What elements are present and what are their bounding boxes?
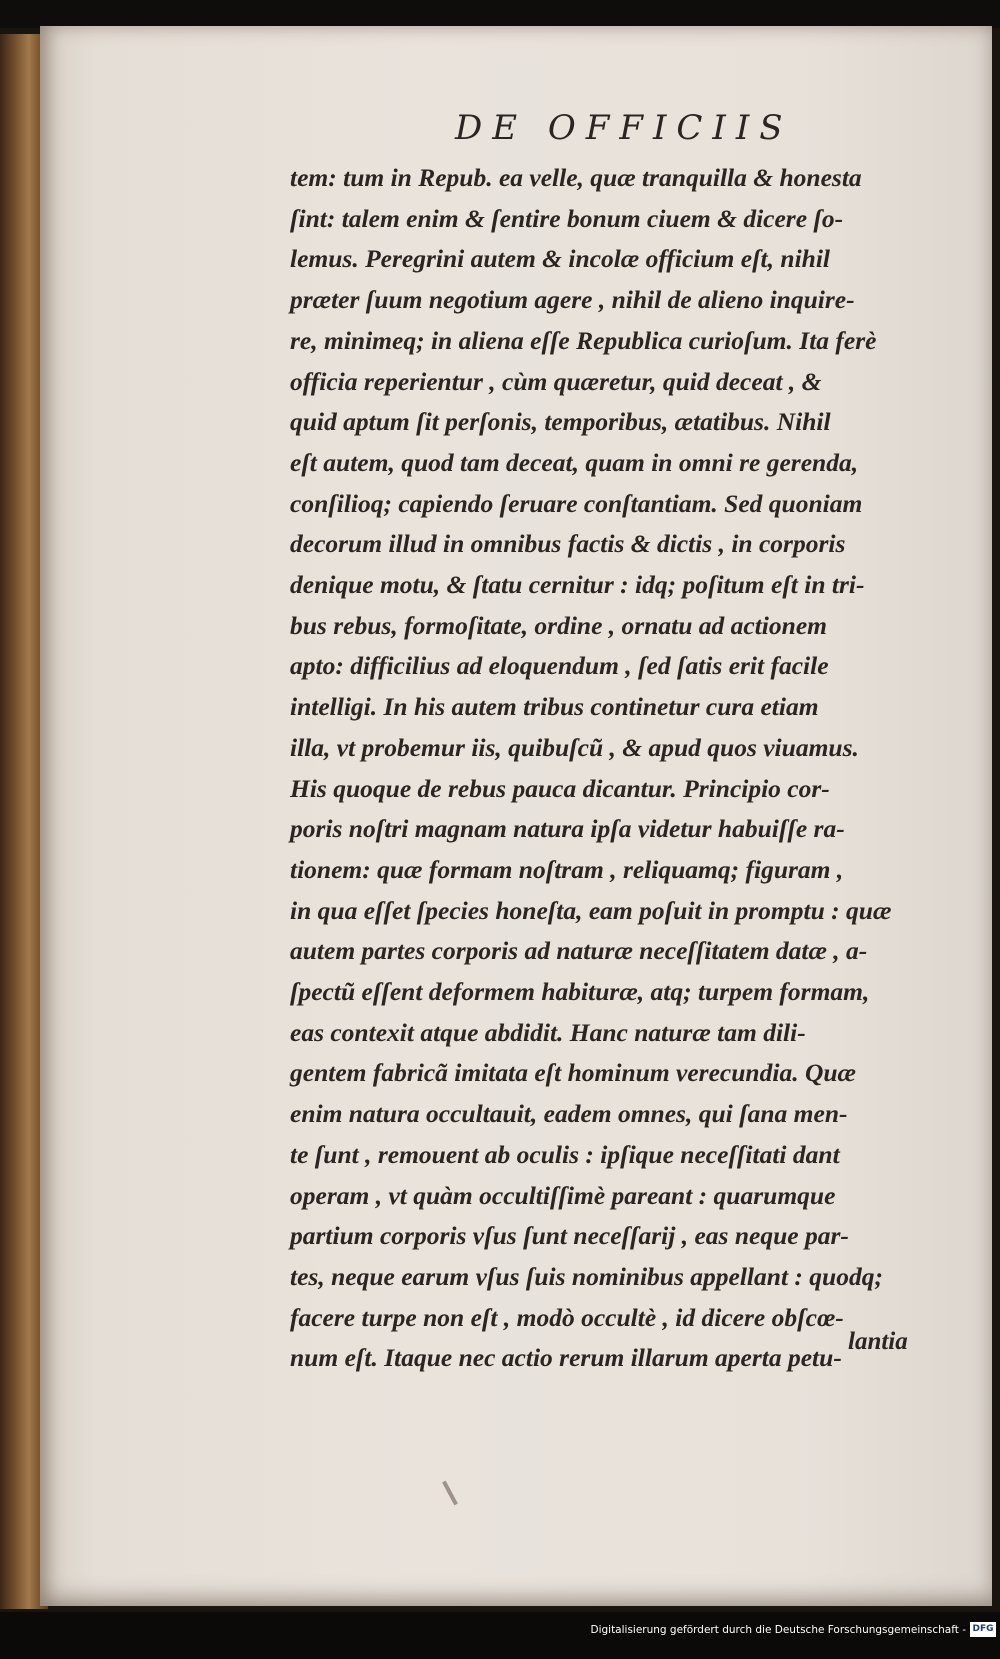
text-line: tionem: quæ formam noſtram , reliquamq; figuram , <box>290 854 844 884</box>
text-line: His quoque de rebus pauca dicantur. Principio cor- <box>290 773 830 803</box>
text-line: operam , vt quàm occultiſſimè pareant : quarumque <box>290 1180 836 1210</box>
page-body <box>290 158 980 1379</box>
text-line: tem: tum in Repub. ea velle, quæ tranquilla & honesta <box>290 163 862 192</box>
text-line: denique motu, & ſtatu cernitur : idq; poſitum eſt in tri- <box>290 570 865 600</box>
text-line: bus rebus, formoſitate, ordine , ornatu ad actionem <box>290 610 827 640</box>
footer-bar <box>0 1612 1000 1659</box>
text-line: intelligi. In his autem tribus continetur cura etiam <box>290 692 819 722</box>
running-head: DE OFFICIIS <box>455 108 793 148</box>
text-line: autem partes corporis ad naturæ neceſſitatem datæ , a- <box>290 936 868 966</box>
text-line: poris noſtri magnam natura ipſa videtur habuiſſe ra- <box>290 814 845 844</box>
footer-credit: Digitalisierung gefördert durch die Deutsche Forschungsgemeinschaft - <box>590 1624 966 1636</box>
text-line: lemus. Peregrini autem & incolæ officium eſt, nihil <box>290 244 831 274</box>
text-line: conſilioq; capiendo ſeruare conſtantiam. Sed quoniam <box>290 488 863 518</box>
text-line: enim natura occultauit, eadem omnes, qui ſana men- <box>290 1099 848 1129</box>
text-line: præter ſuum negotium agere , nihil de alieno inquire- <box>290 285 855 315</box>
text-line: eſt autem, quod tam deceat, quam in omni re gerenda, <box>290 447 859 477</box>
text-line: gentem fabricã imitata eſt hominum verecundia. Quæ <box>290 1058 856 1088</box>
text-line: eas contexit atque abdidit. Hanc naturæ tam dili- <box>290 1017 806 1047</box>
text-line: illa, vt probemur iis, quibuſcũ , & apud quos viuamus. <box>290 732 859 762</box>
text-line: officia reperientur , cùm quæretur, quid deceat , & <box>290 366 822 396</box>
text-line: re, minimeq; in aliena eſſe Republica curioſum. Ita ferè <box>290 325 877 355</box>
text-line: quid aptum ſit perſonis, temporibus, ætatibus. Nihil <box>290 407 831 437</box>
text-line: ſint: talem enim & ſentire bonum ciuem & dicere ſo- <box>290 203 844 233</box>
text-line: ſpectũ eſſent deformem habituræ, atq; turpem formam, <box>290 977 870 1007</box>
text-line: num eſt. Itaque nec actio rerum illarum aperta petu- <box>290 1343 842 1373</box>
text-line: decorum illud in omnibus factis & dictis , in corporis <box>290 529 846 559</box>
text-line: apto: difficilius ad eloquendum , ſed ſatis erit facile <box>290 651 829 681</box>
catchword: lantia <box>848 1328 908 1355</box>
dfg-logo: DFG <box>970 1622 996 1637</box>
text-line: te ſunt , remouent ab oculis : ipſique neceſſitati dant <box>290 1139 840 1169</box>
text-line: in qua eſſet ſpecies honeſta, eam poſuit in promptu : quæ <box>290 895 892 925</box>
text-line: facere turpe non eſt , modò occultè , id dicere obſcœ- <box>290 1302 844 1332</box>
text-line: tes, neque earum vſus ſuis nominibus appellant : quodq; <box>290 1261 883 1291</box>
text-line: partium corporis vſus ſunt neceſſarij , eas neque par- <box>290 1221 849 1251</box>
